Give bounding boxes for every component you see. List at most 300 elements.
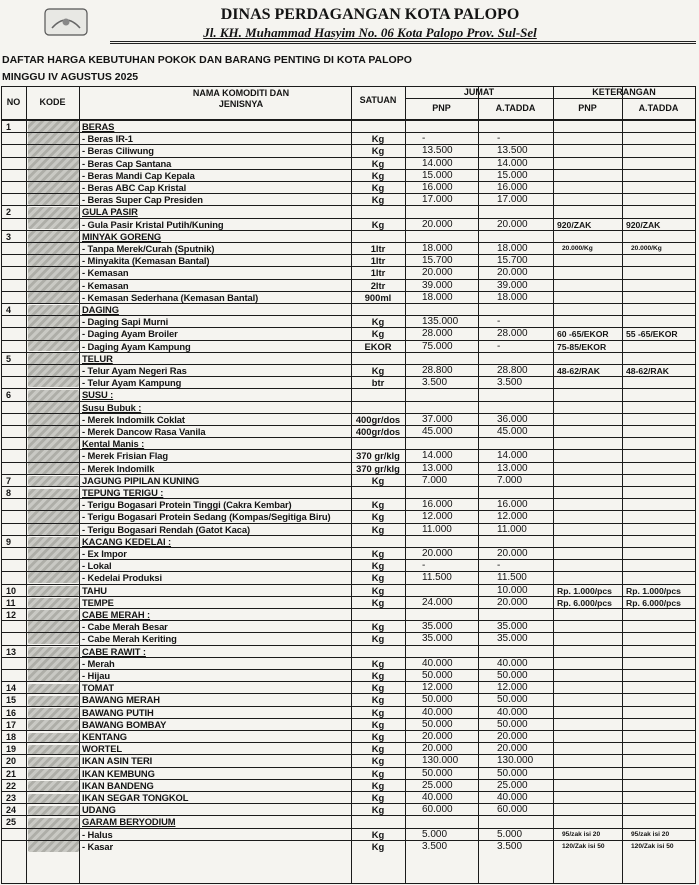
note-pnp [554, 426, 623, 438]
row-number: 14 [6, 683, 17, 694]
price-tadda: 20.000 [497, 548, 528, 559]
price-tadda [479, 438, 552, 450]
price-tadda: 45.000 [497, 426, 528, 437]
price-tadda: 39.000 [497, 279, 528, 291]
row-number [2, 463, 30, 475]
table-row [1, 352, 695, 364]
table-row [1, 474, 695, 486]
price-tadda: - [497, 340, 501, 352]
note-tadda [623, 341, 699, 353]
header-nama: NAMA KOMODITI DAN JENISNYA [192, 88, 290, 109]
price-pnp: 15.000 [422, 169, 453, 181]
commodity-name: DAGING [82, 304, 119, 315]
table-row [1, 840, 695, 852]
table-row [1, 535, 695, 547]
price-tadda [479, 206, 552, 218]
row-number: 5 [6, 353, 12, 364]
row-number: 23 [6, 793, 17, 803]
price-pnp [406, 646, 476, 658]
row-number: 15 [6, 695, 17, 706]
price-tadda: 20.000 [497, 743, 528, 755]
table-row [1, 242, 695, 254]
row-number [2, 280, 30, 292]
commodity-name: TELUR [82, 352, 113, 364]
price-tadda: 14.000 [497, 157, 528, 169]
note-tadda [623, 121, 699, 133]
table-row [1, 754, 695, 766]
commodity-name: KACANG KEDELAI : [82, 535, 172, 547]
note-pnp [554, 487, 623, 499]
table-row [1, 169, 695, 181]
unit [352, 304, 404, 316]
table-row [1, 132, 695, 144]
table-row [1, 620, 695, 632]
unit: Kg [371, 767, 385, 779]
note-pnp [554, 548, 623, 560]
note-pnp: 60 -65/EKOR [557, 329, 609, 340]
note-tadda [623, 158, 699, 170]
note-pnp [554, 768, 623, 780]
table-row [1, 632, 695, 644]
header-jumat-tadda: A.TADDA [495, 103, 536, 113]
price-tadda: 50.000 [497, 767, 528, 779]
price-pnp: 15.700 [422, 255, 453, 267]
row-number: 8 [6, 488, 12, 498]
commodity-name: - Merek Frisian Flag [82, 450, 169, 462]
row-number: 20 [6, 756, 17, 767]
note-pnp [554, 194, 623, 206]
table-row [1, 706, 695, 718]
note-tadda [623, 719, 699, 731]
row-number [2, 158, 30, 170]
table-row [1, 376, 695, 388]
price-tadda [479, 536, 552, 548]
price-pnp [406, 585, 476, 597]
note-pnp [554, 780, 623, 792]
price-tadda: 35.000 [497, 621, 528, 633]
price-pnp: 50.000 [422, 670, 453, 681]
note-pnp [554, 414, 623, 426]
unit: Kg [371, 145, 385, 157]
note-pnp: 95/zak isi 20 [562, 830, 601, 838]
unit [352, 536, 404, 548]
price-tadda [479, 487, 552, 499]
note-tadda [623, 438, 699, 450]
commodity-name: WORTEL [82, 743, 123, 755]
price-pnp [406, 487, 476, 499]
price-tadda: - [497, 316, 501, 328]
price-pnp: 16.000 [422, 182, 453, 193]
price-pnp: 18.000 [422, 291, 453, 303]
note-tadda [623, 145, 699, 157]
price-tadda: 50.000 [497, 718, 528, 730]
table-row [1, 279, 695, 291]
note-tadda [623, 182, 699, 194]
row-number [2, 633, 30, 645]
note-tadda: 48-62/RAK [626, 366, 669, 376]
unit: Kg [371, 560, 385, 572]
price-pnp [406, 389, 476, 401]
table-row [1, 327, 695, 339]
row-number [2, 438, 30, 450]
table-row [1, 828, 695, 840]
table-row [1, 486, 695, 498]
note-tadda [623, 267, 699, 279]
note-pnp [554, 316, 623, 328]
note-tadda [623, 133, 699, 145]
commodity-name: TEMPE [82, 596, 114, 608]
note-tadda [623, 621, 699, 633]
unit: 370 gr/klg [356, 462, 400, 474]
row-number: 13 [6, 646, 17, 657]
price-pnp [406, 353, 476, 365]
price-tadda [479, 646, 552, 658]
note-pnp [554, 536, 623, 548]
note-tadda [623, 231, 699, 243]
note-tadda [623, 633, 699, 645]
table-row [1, 657, 695, 669]
header-ket-pnp: PNP [578, 103, 597, 113]
commodity-name: JAGUNG PIPILAN KUNING [82, 474, 200, 486]
price-tadda: 16.000 [497, 182, 528, 193]
note-tadda [623, 170, 699, 182]
note-tadda [623, 499, 699, 511]
price-tadda: 36.000 [497, 413, 528, 425]
commodity-name: - Ex Impor [82, 548, 127, 559]
price-tadda [479, 304, 552, 316]
row-number: 11 [6, 597, 16, 608]
price-pnp: 3.500 [422, 377, 448, 389]
commodity-name: - Daging Sapi Murni [82, 316, 169, 328]
note-pnp [554, 511, 623, 523]
price-pnp: 14.000 [422, 450, 453, 462]
commodity-name: KENTANG [82, 731, 127, 742]
table-row [1, 462, 695, 474]
price-tadda: 11.500 [497, 572, 527, 584]
note-tadda [623, 316, 699, 328]
note-tadda: 920/ZAK [626, 219, 661, 230]
price-pnp: 12.000 [422, 682, 453, 694]
note-pnp [554, 816, 623, 828]
commodity-name: GARAM BERYODIUM [82, 816, 176, 828]
price-tadda: 20.000 [497, 267, 528, 279]
unit: Kg [371, 328, 385, 340]
note-tadda: 20.000/Kg [631, 245, 662, 252]
row-number [2, 499, 30, 511]
table-row [1, 803, 695, 815]
table-row [1, 523, 695, 535]
table-row [1, 437, 695, 449]
price-tadda: 130.000 [497, 755, 534, 767]
price-pnp: 20.000 [422, 218, 453, 230]
price-pnp [406, 438, 476, 450]
price-pnp: 13.500 [422, 145, 453, 157]
price-pnp: 5.000 [422, 828, 448, 840]
note-tadda: 120/Zak isi 50 [631, 842, 674, 850]
unit [352, 816, 404, 828]
row-number: 21 [6, 768, 17, 779]
note-tadda [623, 548, 699, 560]
note-pnp [554, 804, 623, 816]
row-number: 9 [6, 536, 12, 547]
note-tadda [623, 280, 699, 292]
price-tadda: 50.000 [497, 670, 528, 681]
price-tadda: 14.000 [497, 450, 528, 462]
unit: Kg [371, 133, 385, 145]
commodity-name: - Beras Ciliwung [82, 145, 154, 157]
commodity-name: - Beras Super Cap Presiden [82, 194, 203, 206]
row-number: 10 [6, 585, 17, 596]
price-tadda: 18.000 [497, 243, 528, 254]
note-pnp [554, 572, 623, 584]
price-pnp: 25.000 [422, 779, 453, 791]
note-pnp: 920/ZAK [557, 219, 592, 230]
note-tadda [623, 560, 699, 572]
price-tadda [479, 121, 552, 133]
commodity-name: - Daging Ayam Broiler [82, 328, 178, 340]
price-pnp: 50.000 [422, 718, 453, 730]
commodity-name: IKAN KEMBUNG [82, 767, 155, 779]
unit [352, 121, 404, 133]
unit: 400gr/dos [355, 413, 401, 425]
note-pnp [554, 475, 623, 487]
note-tadda [623, 682, 699, 694]
note-tadda [623, 194, 699, 206]
price-tadda [479, 353, 552, 365]
price-pnp: 24.000 [422, 596, 453, 608]
price-pnp: 35.000 [422, 633, 453, 645]
commodity-name: - Halus [82, 828, 113, 840]
note-tadda [623, 755, 699, 767]
note-tadda [623, 743, 699, 755]
unit: 900ml [364, 291, 392, 303]
row-number [2, 670, 30, 682]
row-number [2, 328, 30, 340]
note-pnp [554, 682, 623, 694]
price-tadda: 50.000 [497, 694, 528, 706]
unit: Kg [371, 474, 385, 486]
price-pnp: 28.800 [422, 365, 453, 376]
table-row [1, 510, 695, 522]
row-number [2, 511, 30, 523]
note-tadda [623, 670, 699, 682]
commodity-name: - Daging Ayam Kampung [82, 340, 191, 352]
table-row [1, 693, 695, 705]
commodity-name: GULA PASIR [82, 206, 138, 218]
price-tadda [479, 231, 552, 243]
unit [352, 353, 404, 365]
commodity-name: - Beras Mandi Cap Kepala [82, 169, 195, 181]
table-row [1, 315, 695, 327]
commodity-name: - Kemasan [82, 279, 129, 291]
table-row [1, 730, 695, 742]
row-number [2, 365, 30, 377]
commodity-name: - Hijau [82, 670, 110, 681]
commodity-name: BERAS [82, 121, 115, 132]
unit: Kg [371, 792, 385, 803]
price-pnp: 16.000 [422, 499, 453, 511]
price-pnp: 40.000 [422, 657, 453, 669]
price-tadda: - [497, 560, 501, 572]
row-number [2, 841, 30, 853]
commodity-name: BAWANG MERAH [82, 694, 160, 706]
row-number: 24 [6, 805, 17, 816]
row-number: 2 [6, 207, 12, 218]
table-row [1, 791, 695, 803]
note-pnp [554, 524, 623, 536]
price-pnp [406, 206, 476, 218]
price-tadda: 3.500 [497, 377, 523, 389]
price-pnp: 28.000 [422, 328, 453, 340]
price-pnp: 40.000 [422, 792, 453, 803]
commodity-name: IKAN SEGAR TONGKOL [82, 792, 189, 803]
commodity-name: CABE MERAH : [82, 609, 151, 620]
note-tadda [623, 694, 699, 706]
unit [352, 646, 404, 658]
unit [352, 206, 404, 218]
note-pnp [554, 670, 623, 682]
row-number [2, 414, 30, 426]
note-pnp [554, 609, 623, 621]
header-jumat: JUMAT [463, 87, 495, 97]
table-row [1, 718, 695, 730]
note-tadda [623, 414, 699, 426]
price-pnp [406, 402, 476, 414]
note-tadda: Rp. 6.000/pcs [626, 597, 681, 608]
price-tadda: 20.000 [497, 218, 528, 230]
row-number: 18 [6, 732, 17, 742]
row-number: 7 [6, 475, 12, 486]
note-pnp [554, 719, 623, 731]
note-pnp [554, 231, 623, 243]
table-row [1, 388, 695, 400]
note-tadda [623, 402, 699, 414]
row-number: 22 [6, 780, 17, 791]
table-row [1, 413, 695, 425]
note-pnp [554, 755, 623, 767]
price-tadda: 12.000 [497, 682, 528, 694]
row-number [2, 255, 30, 267]
commodity-name: TEPUNG TERIGU : [82, 487, 164, 498]
price-pnp [406, 536, 476, 548]
row-number [2, 145, 30, 157]
price-pnp [406, 121, 476, 133]
row-number [2, 182, 30, 194]
row-number [2, 316, 30, 328]
price-tadda: 28.800 [497, 365, 528, 376]
table-row [1, 742, 695, 754]
price-pnp: 20.000 [422, 548, 453, 559]
commodity-name: - Merek Indomilk Coklat [82, 413, 185, 425]
commodity-name: - Terigu Bogasari Protein Sedang (Kompas/Segitiga Biru) [82, 511, 331, 523]
commodity-name: - Lokal [82, 560, 112, 572]
commodity-name: - Beras IR-1 [82, 133, 133, 145]
note-tadda [623, 292, 699, 304]
price-pnp [406, 816, 476, 828]
note-pnp [554, 792, 623, 804]
note-pnp [554, 206, 623, 218]
price-pnp: 7.000 [422, 474, 448, 486]
note-pnp [554, 280, 623, 292]
row-number [2, 341, 30, 353]
price-tadda: - [497, 133, 501, 145]
commodity-name: - Cabe Merah Keriting [82, 633, 177, 645]
price-tadda: 7.000 [497, 474, 523, 486]
note-pnp [554, 182, 623, 194]
row-number: 19 [6, 744, 17, 755]
price-pnp: - [422, 133, 426, 145]
table-row [1, 230, 695, 242]
commodity-name: TAHU [82, 584, 107, 596]
price-tadda [479, 816, 552, 828]
row-number [2, 292, 30, 304]
table-row [1, 645, 695, 657]
price-pnp: 135.000 [422, 316, 459, 328]
unit [352, 231, 404, 243]
price-tadda: 13.000 [497, 462, 528, 474]
commodity-name: UDANG [82, 804, 116, 816]
commodity-name: BAWANG PUTIH [82, 706, 154, 718]
unit: Kg [371, 511, 385, 523]
unit: Kg [371, 548, 385, 559]
unit: Kg [371, 633, 385, 645]
unit: Kg [371, 718, 385, 730]
note-pnp [554, 353, 623, 365]
note-tadda [623, 780, 699, 792]
price-pnp: 130.000 [422, 755, 459, 767]
unit: Kg [371, 670, 385, 681]
table-row [1, 254, 695, 266]
note-tadda [623, 768, 699, 780]
note-pnp: Rp. 1.000/pcs [557, 585, 612, 596]
note-pnp [554, 658, 623, 670]
unit: 370 gr/klg [356, 450, 400, 462]
unit: Kg [371, 828, 385, 840]
note-tadda [623, 450, 699, 462]
row-number [2, 377, 30, 389]
price-pnp: 13.000 [422, 462, 453, 474]
note-pnp [554, 707, 623, 719]
note-tadda [623, 487, 699, 499]
commodity-name: - Telur Ayam Kampung [82, 377, 182, 389]
price-tadda [479, 402, 552, 414]
commodity-name: IKAN BANDENG [82, 779, 154, 791]
commodity-name: SUSU : [82, 389, 114, 401]
table-row [1, 498, 695, 510]
note-tadda [623, 255, 699, 267]
row-number [2, 560, 30, 572]
note-pnp [554, 304, 623, 316]
note-pnp [554, 389, 623, 401]
note-tadda [623, 511, 699, 523]
unit: Kg [371, 804, 385, 816]
unit [352, 487, 404, 499]
row-number [2, 621, 30, 633]
table-row [1, 449, 695, 461]
note-tadda [623, 658, 699, 670]
commodity-name: - Kemasan Sederhana (Kemasan Bantal) [82, 291, 259, 303]
price-pnp: 17.000 [422, 194, 453, 206]
note-pnp [554, 731, 623, 743]
price-pnp: 45.000 [422, 426, 453, 437]
commodity-name: MINYAK GORENG [82, 230, 162, 242]
price-pnp: 40.000 [422, 706, 453, 718]
unit: btr [371, 377, 385, 389]
row-number: 1 [6, 122, 12, 132]
row-number: 17 [6, 719, 17, 730]
price-tadda: 15.700 [497, 255, 528, 267]
unit [352, 402, 404, 414]
